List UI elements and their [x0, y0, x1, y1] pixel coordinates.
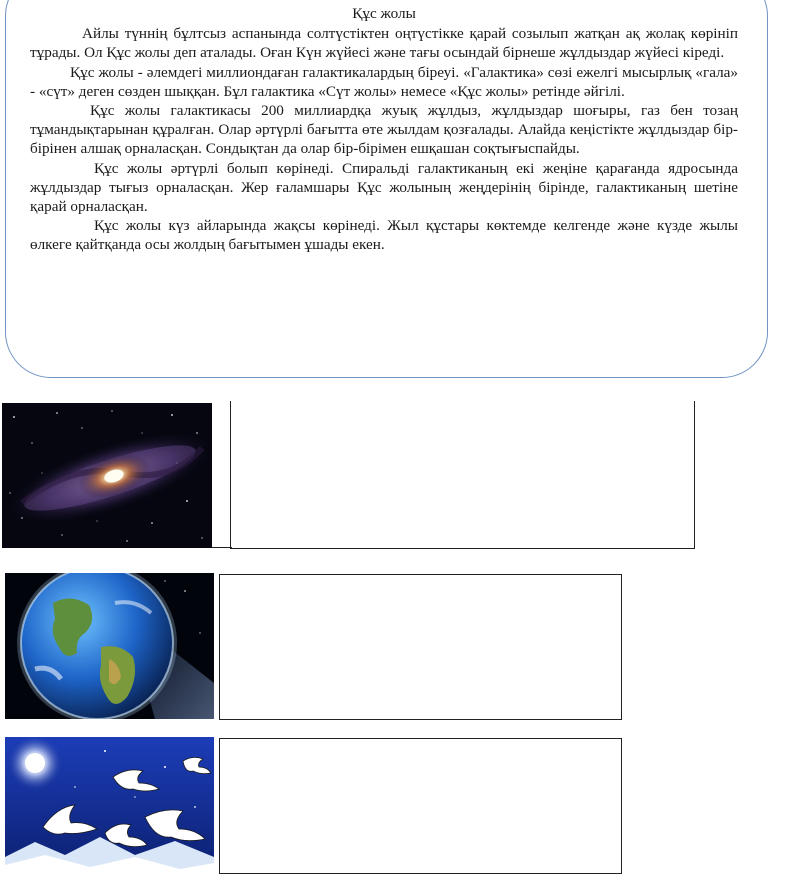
answer-box-3[interactable] [219, 738, 622, 874]
earth-image [5, 573, 214, 719]
paragraph-2: Құс жолы - әлемдегі миллиондаған галактикалардың біреуі. «Галактика» сөзі ежелгі мысырлық «гала» - «сүт» деген сөзден шыққан. Бұл галактика «Сүт жолы» немесе «Құс жолы» ретінде әйгілі. [30, 63, 738, 100]
paragraph-4: Құс жолы әртүрлі болып көрінеді. Спиральді галактиканың екі жеңіне қарағанда ядросында жұлдыздар тығыз орналасқан. Жер ғаламшары Құс жолының жеңдерінің бірінде, галактиканың шетіне қарай орналасқан. [30, 159, 738, 216]
paragraph-5: Құс жолы күз айларында жақсы көрінеді. Жыл құстары көктемде келгенде және күзде жылы өлкеге қайтқанда осы жолдың бағытымен ұшады екен. [30, 217, 738, 254]
migrating-birds-image [5, 737, 214, 874]
galaxy-illustration [2, 403, 212, 548]
paragraph-1: Айлы түннің бұлтсыз аспанында солтүстіктен оңтүстікке қарай созылып жатқан ақ жолақ көрініп тұрады. Ол Құс жолы деп аталады. Оған Күн жүйесі және тағы осындай бірнеше жұлдыздар жүйесі кіреді. [30, 25, 738, 62]
birds-illustration [5, 737, 214, 874]
reading-title: Құс жолы [352, 5, 416, 22]
answer-box-1-line [212, 547, 232, 548]
answer-box-1[interactable] [230, 401, 695, 549]
paragraph-3: Құс жолы галактикасы 200 миллиардқа жуық жұлдыз, жұлдыздар шоғыры, газ бен тозаң тұмандықтарынан құралған. Олар әртүрлі бағытта өте жылдам қозғалады. Алайда кеңістікте жұлдыздар бір-бірінен алшақ орналасқан. Сондықтан да олар бір-бірімен ешқашан соқтығыспайды. [30, 102, 738, 158]
galaxy-image [2, 403, 212, 548]
answer-box-2[interactable] [219, 574, 622, 720]
earth-illustration [5, 573, 214, 719]
reading-passage [30, 4, 738, 255]
